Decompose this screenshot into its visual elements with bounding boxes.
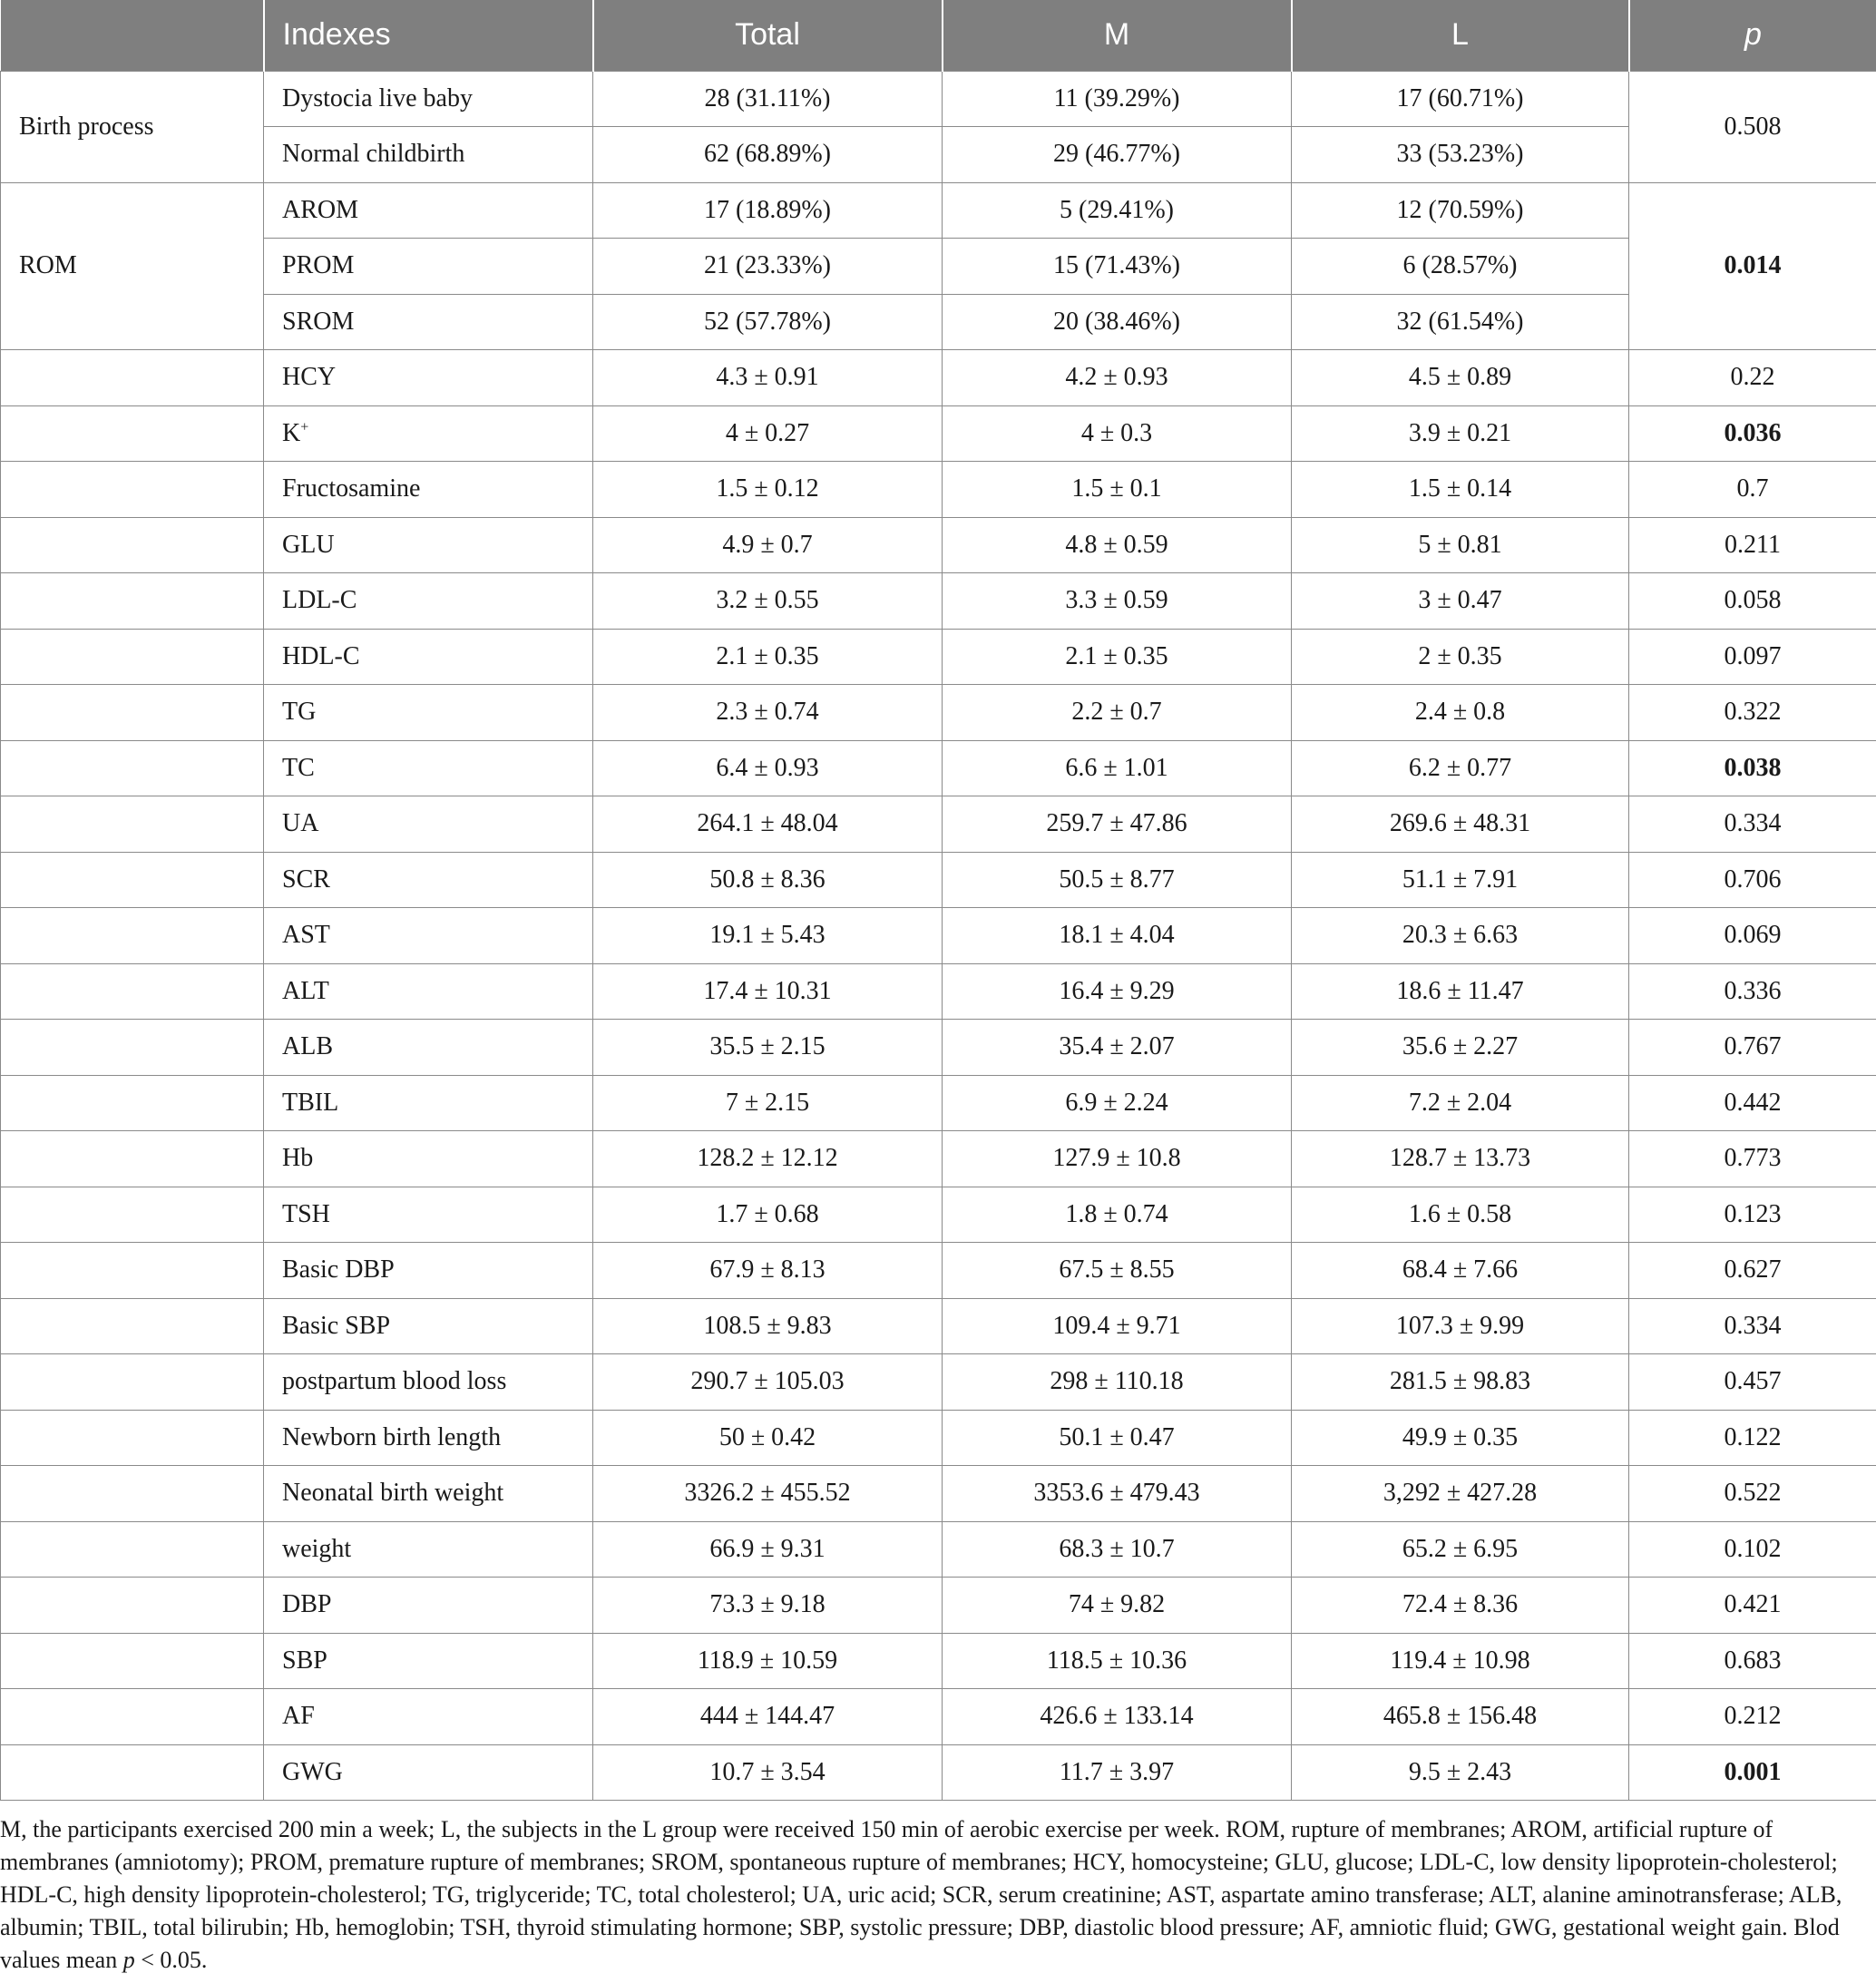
- index-label: SCR: [282, 865, 330, 894]
- group-cell: [1, 1466, 264, 1522]
- table-row: [1, 350, 1876, 406]
- index-cell: [264, 1243, 593, 1299]
- l-cell: 51.1 ± 7.91: [1292, 852, 1629, 908]
- index-cell: [264, 1298, 593, 1354]
- index-label: AST: [282, 921, 330, 950]
- header-indexes: Indexes: [264, 0, 593, 71]
- m-cell: 50.5 ± 8.77: [943, 852, 1292, 908]
- index-cell: [264, 573, 593, 630]
- index-label: Basic SBP: [282, 1311, 391, 1340]
- table-row: [1, 1466, 1876, 1522]
- table-row: [1, 573, 1876, 630]
- m-cell: 3.3 ± 0.59: [943, 573, 1292, 630]
- header-l: L: [1292, 0, 1629, 71]
- group-cell: [1, 350, 264, 406]
- header-group: [1, 0, 264, 71]
- total-cell: 17 (18.89%): [593, 182, 943, 239]
- group-label: ROM: [1, 182, 264, 350]
- p-value-cell: 0.336: [1629, 963, 1876, 1020]
- p-value-cell: 0.069: [1629, 908, 1876, 964]
- l-cell: 20.3 ± 6.63: [1292, 908, 1629, 964]
- m-cell: 3353.6 ± 479.43: [943, 1466, 1292, 1522]
- total-cell: 67.9 ± 8.13: [593, 1243, 943, 1299]
- table-row: [1, 796, 1876, 853]
- index-label: weight: [282, 1534, 352, 1563]
- l-cell: 6 (28.57%): [1292, 239, 1629, 295]
- m-cell: 50.1 ± 0.47: [943, 1410, 1292, 1466]
- index-label: Newborn birth length: [282, 1422, 502, 1451]
- group-cell: [1, 405, 264, 462]
- index-cell: [264, 685, 593, 741]
- m-cell: 4 ± 0.3: [943, 405, 1292, 462]
- l-cell: 33 (53.23%): [1292, 127, 1629, 183]
- l-cell: 3 ± 0.47: [1292, 573, 1629, 630]
- l-cell: 5 ± 0.81: [1292, 517, 1629, 573]
- total-cell: 108.5 ± 9.83: [593, 1298, 943, 1354]
- total-cell: 118.9 ± 10.59: [593, 1633, 943, 1689]
- total-cell: 73.3 ± 9.18: [593, 1578, 943, 1634]
- l-cell: 269.6 ± 48.31: [1292, 796, 1629, 853]
- l-cell: 65.2 ± 6.95: [1292, 1521, 1629, 1578]
- l-cell: 32 (61.54%): [1292, 294, 1629, 350]
- group-cell: [1, 1410, 264, 1466]
- footnote-p-symbol: p: [122, 1947, 135, 1973]
- m-cell: 109.4 ± 9.71: [943, 1298, 1292, 1354]
- total-cell: 50 ± 0.42: [593, 1410, 943, 1466]
- l-cell: 6.2 ± 0.77: [1292, 740, 1629, 796]
- total-cell: 2.1 ± 0.35: [593, 629, 943, 685]
- table-footnote: [0, 1801, 1869, 1977]
- index-cell: [264, 796, 593, 853]
- l-cell: 1.6 ± 0.58: [1292, 1187, 1629, 1243]
- table-row: [1, 71, 1876, 127]
- l-cell: 17 (60.71%): [1292, 71, 1629, 127]
- m-cell: 67.5 ± 8.55: [943, 1243, 1292, 1299]
- index-label: SBP: [282, 1646, 327, 1675]
- group-cell: [1, 462, 264, 518]
- l-cell: 119.4 ± 10.98: [1292, 1633, 1629, 1689]
- p-value-cell: 0.457: [1629, 1354, 1876, 1411]
- table-row: [1, 1354, 1876, 1411]
- index-label: Hb: [282, 1144, 314, 1173]
- p-value-cell: 0.334: [1629, 796, 1876, 853]
- p-value-cell: 0.767: [1629, 1020, 1876, 1076]
- p-value-cell: 0.102: [1629, 1521, 1876, 1578]
- index-cell: Normal childbirth: [264, 127, 593, 183]
- total-cell: 17.4 ± 10.31: [593, 963, 943, 1020]
- table-row: [1, 517, 1876, 573]
- group-cell: [1, 1298, 264, 1354]
- index-cell: [264, 1187, 593, 1243]
- l-cell: 7.2 ± 2.04: [1292, 1075, 1629, 1131]
- table-row: [1, 1131, 1876, 1187]
- index-cell: [264, 1744, 593, 1801]
- p-value-cell: 0.322: [1629, 685, 1876, 741]
- index-cell: [264, 1578, 593, 1634]
- index-cell: [264, 740, 593, 796]
- total-cell: 10.7 ± 3.54: [593, 1744, 943, 1801]
- l-cell: 49.9 ± 0.35: [1292, 1410, 1629, 1466]
- total-cell: 2.3 ± 0.74: [593, 685, 943, 741]
- total-cell: 444 ± 144.47: [593, 1689, 943, 1745]
- p-value-cell: 0.097: [1629, 629, 1876, 685]
- total-cell: 19.1 ± 5.43: [593, 908, 943, 964]
- total-cell: 4.9 ± 0.7: [593, 517, 943, 573]
- m-cell: 259.7 ± 47.86: [943, 796, 1292, 853]
- group-cell: [1, 740, 264, 796]
- index-cell: [264, 1354, 593, 1411]
- total-cell: 4 ± 0.27: [593, 405, 943, 462]
- p-value-cell: 0.706: [1629, 852, 1876, 908]
- m-cell: 426.6 ± 133.14: [943, 1689, 1292, 1745]
- total-cell: 1.7 ± 0.68: [593, 1187, 943, 1243]
- m-cell: 1.8 ± 0.74: [943, 1187, 1292, 1243]
- table-row: [1, 908, 1876, 964]
- footnote-text: M, the participants exercised 200 min a week; L, the subjects in the L group were received 150 min of aerobic exercise per week. ROM, rupture of membranes; AROM, artificial rupture of membranes (amniotomy); PROM, premature rupture of membranes; SROM, spontaneous rupture of membranes; HCY, homocysteine; GLU, glucose; LDL-C, low density lipoprotein-cholesterol; HDL-C, high density lipoprotein-cholesterol; TG, triglyceride; TC, total cholesterol; UA, uric acid; SCR, serum creatinine; AST, aspartate amino transferase; ALT, alanine aminotransferase; ALB, albumin; TBIL, total bilirubin; Hb, hemoglobin; TSH, thyroid stimulating hormone; SBP, systolic pressure; DBP, diastolic blood pressure; AF, amniotic fluid; GWG, gestational weight gain. Blod values mean: [0, 1816, 1842, 1973]
- m-cell: 11 (39.29%): [943, 71, 1292, 127]
- m-cell: 127.9 ± 10.8: [943, 1131, 1292, 1187]
- table-row: [1, 1410, 1876, 1466]
- l-cell: 107.3 ± 9.99: [1292, 1298, 1629, 1354]
- p-value-cell: 0.212: [1629, 1689, 1876, 1745]
- p-value-cell: 0.442: [1629, 1075, 1876, 1131]
- header-total: Total: [593, 0, 943, 71]
- index-label: Fructosamine: [282, 474, 421, 503]
- index-label: TC: [282, 753, 315, 782]
- l-cell: 281.5 ± 98.83: [1292, 1354, 1629, 1411]
- index-label: GWG: [282, 1757, 343, 1786]
- index-label: TBIL: [282, 1088, 339, 1117]
- p-value-cell: 0.058: [1629, 573, 1876, 630]
- group-cell: [1, 1689, 264, 1745]
- p-value-cell: 0.522: [1629, 1466, 1876, 1522]
- table-row: [1, 182, 1876, 239]
- group-cell: [1, 1075, 264, 1131]
- table-row: [1, 1578, 1876, 1634]
- index-label: ALB: [282, 1032, 333, 1061]
- index-cell: [264, 1020, 593, 1076]
- index-label: postpartum blood loss: [282, 1367, 507, 1396]
- p-value-cell: 0.627: [1629, 1243, 1876, 1299]
- table-row: [1, 1298, 1876, 1354]
- group-cell: [1, 1131, 264, 1187]
- index-cell: SROM: [264, 294, 593, 350]
- m-cell: 4.8 ± 0.59: [943, 517, 1292, 573]
- total-cell: 6.4 ± 0.93: [593, 740, 943, 796]
- m-cell: 74 ± 9.82: [943, 1578, 1292, 1634]
- m-cell: 6.9 ± 2.24: [943, 1075, 1292, 1131]
- header-p: p: [1629, 0, 1876, 71]
- m-cell: 15 (71.43%): [943, 239, 1292, 295]
- index-label: HDL-C: [282, 641, 360, 670]
- group-label: Birth process: [1, 71, 264, 182]
- index-label: TG: [282, 698, 317, 727]
- table-row: [1, 685, 1876, 741]
- l-cell: 12 (70.59%): [1292, 182, 1629, 239]
- index-cell: [264, 1410, 593, 1466]
- table-row: [1, 1689, 1876, 1745]
- index-cell: [264, 405, 593, 462]
- table-header-row: [1, 0, 1876, 71]
- p-value-cell: 0.421: [1629, 1578, 1876, 1634]
- m-cell: 4.2 ± 0.93: [943, 350, 1292, 406]
- table-row: [1, 1187, 1876, 1243]
- group-cell: [1, 1020, 264, 1076]
- index-cell: [264, 629, 593, 685]
- p-value-cell: 0.773: [1629, 1131, 1876, 1187]
- table-row: [1, 740, 1876, 796]
- table-body: [1, 71, 1876, 1801]
- p-value-cell: 0.038: [1629, 740, 1876, 796]
- index-superscript: +: [300, 419, 309, 435]
- index-label: K: [282, 418, 301, 447]
- m-cell: 11.7 ± 3.97: [943, 1744, 1292, 1801]
- group-cell: [1, 1243, 264, 1299]
- p-value-cell: 0.508: [1629, 71, 1876, 182]
- m-cell: 16.4 ± 9.29: [943, 963, 1292, 1020]
- total-cell: 264.1 ± 48.04: [593, 796, 943, 853]
- header-m: M: [943, 0, 1292, 71]
- l-cell: 72.4 ± 8.36: [1292, 1578, 1629, 1634]
- index-label: Neonatal birth weight: [282, 1479, 504, 1508]
- index-label: Basic DBP: [282, 1255, 395, 1285]
- table-row: [1, 239, 1876, 295]
- p-value-cell: 0.122: [1629, 1410, 1876, 1466]
- table-row: [1, 405, 1876, 462]
- l-cell: 68.4 ± 7.66: [1292, 1243, 1629, 1299]
- total-cell: 1.5 ± 0.12: [593, 462, 943, 518]
- group-cell: [1, 908, 264, 964]
- index-label: HCY: [282, 363, 337, 392]
- total-cell: 4.3 ± 0.91: [593, 350, 943, 406]
- group-cell: [1, 685, 264, 741]
- table-row: [1, 1243, 1876, 1299]
- total-cell: 28 (31.11%): [593, 71, 943, 127]
- total-cell: 128.2 ± 12.12: [593, 1131, 943, 1187]
- index-cell: [264, 350, 593, 406]
- index-cell: [264, 517, 593, 573]
- index-label: TSH: [282, 1199, 330, 1228]
- l-cell: 3.9 ± 0.21: [1292, 405, 1629, 462]
- m-cell: 2.1 ± 0.35: [943, 629, 1292, 685]
- m-cell: 2.2 ± 0.7: [943, 685, 1292, 741]
- total-cell: 50.8 ± 8.36: [593, 852, 943, 908]
- l-cell: 1.5 ± 0.14: [1292, 462, 1629, 518]
- index-label: LDL-C: [282, 586, 357, 615]
- l-cell: 2.4 ± 0.8: [1292, 685, 1629, 741]
- index-cell: [264, 1075, 593, 1131]
- total-cell: 290.7 ± 105.03: [593, 1354, 943, 1411]
- table-row: [1, 462, 1876, 518]
- index-cell: [264, 908, 593, 964]
- group-cell: [1, 517, 264, 573]
- table-row: [1, 852, 1876, 908]
- table-row: [1, 1744, 1876, 1801]
- m-cell: 6.6 ± 1.01: [943, 740, 1292, 796]
- table-row: [1, 1521, 1876, 1578]
- index-cell: [264, 1466, 593, 1522]
- index-cell: [264, 852, 593, 908]
- l-cell: 4.5 ± 0.89: [1292, 350, 1629, 406]
- m-cell: 29 (46.77%): [943, 127, 1292, 183]
- l-cell: 2 ± 0.35: [1292, 629, 1629, 685]
- index-label: GLU: [282, 530, 335, 559]
- table-row: [1, 629, 1876, 685]
- index-label: UA: [282, 809, 319, 838]
- table-row: [1, 1075, 1876, 1131]
- index-label: ALT: [282, 976, 329, 1005]
- l-cell: 35.6 ± 2.27: [1292, 1020, 1629, 1076]
- m-cell: 18.1 ± 4.04: [943, 908, 1292, 964]
- l-cell: 3,292 ± 427.28: [1292, 1466, 1629, 1522]
- m-cell: 1.5 ± 0.1: [943, 462, 1292, 518]
- l-cell: 128.7 ± 13.73: [1292, 1131, 1629, 1187]
- p-value-cell: 0.014: [1629, 182, 1876, 350]
- table-row: [1, 127, 1876, 183]
- table-row: [1, 1633, 1876, 1689]
- p-value-cell: 0.211: [1629, 517, 1876, 573]
- group-cell: [1, 1744, 264, 1801]
- group-cell: [1, 1521, 264, 1578]
- index-cell: [264, 1633, 593, 1689]
- table-row: [1, 963, 1876, 1020]
- total-cell: 7 ± 2.15: [593, 1075, 943, 1131]
- total-cell: 21 (23.33%): [593, 239, 943, 295]
- index-cell: [264, 1521, 593, 1578]
- index-cell: Dystocia live baby: [264, 71, 593, 127]
- l-cell: 18.6 ± 11.47: [1292, 963, 1629, 1020]
- table-row: [1, 1020, 1876, 1076]
- index-cell: PROM: [264, 239, 593, 295]
- m-cell: 298 ± 110.18: [943, 1354, 1292, 1411]
- p-value-cell: 0.334: [1629, 1298, 1876, 1354]
- total-cell: 3.2 ± 0.55: [593, 573, 943, 630]
- group-cell: [1, 1187, 264, 1243]
- group-cell: [1, 629, 264, 685]
- index-cell: [264, 963, 593, 1020]
- group-cell: [1, 1578, 264, 1634]
- index-cell: [264, 462, 593, 518]
- m-cell: 5 (29.41%): [943, 182, 1292, 239]
- index-cell: [264, 1131, 593, 1187]
- p-value-cell: 0.001: [1629, 1744, 1876, 1801]
- group-cell: [1, 796, 264, 853]
- group-cell: [1, 1354, 264, 1411]
- total-cell: 62 (68.89%): [593, 127, 943, 183]
- m-cell: 118.5 ± 10.36: [943, 1633, 1292, 1689]
- p-value-cell: 0.7: [1629, 462, 1876, 518]
- total-cell: 66.9 ± 9.31: [593, 1521, 943, 1578]
- p-value-cell: 0.036: [1629, 405, 1876, 462]
- p-value-cell: 0.22: [1629, 350, 1876, 406]
- group-cell: [1, 852, 264, 908]
- group-cell: [1, 573, 264, 630]
- total-cell: 52 (57.78%): [593, 294, 943, 350]
- index-cell: AROM: [264, 182, 593, 239]
- total-cell: 35.5 ± 2.15: [593, 1020, 943, 1076]
- group-cell: [1, 1633, 264, 1689]
- p-value-cell: 0.683: [1629, 1633, 1876, 1689]
- index-label: DBP: [282, 1590, 332, 1619]
- m-cell: 20 (38.46%): [943, 294, 1292, 350]
- p-value-cell: 0.123: [1629, 1187, 1876, 1243]
- m-cell: 35.4 ± 2.07: [943, 1020, 1292, 1076]
- m-cell: 68.3 ± 10.7: [943, 1521, 1292, 1578]
- table-row: [1, 294, 1876, 350]
- l-cell: 465.8 ± 156.48: [1292, 1689, 1629, 1745]
- footnote-threshold: < 0.05.: [134, 1947, 208, 1973]
- group-cell: [1, 963, 264, 1020]
- index-label: AF: [282, 1702, 315, 1731]
- l-cell: 9.5 ± 2.43: [1292, 1744, 1629, 1801]
- index-cell: [264, 1689, 593, 1745]
- total-cell: 3326.2 ± 455.52: [593, 1466, 943, 1522]
